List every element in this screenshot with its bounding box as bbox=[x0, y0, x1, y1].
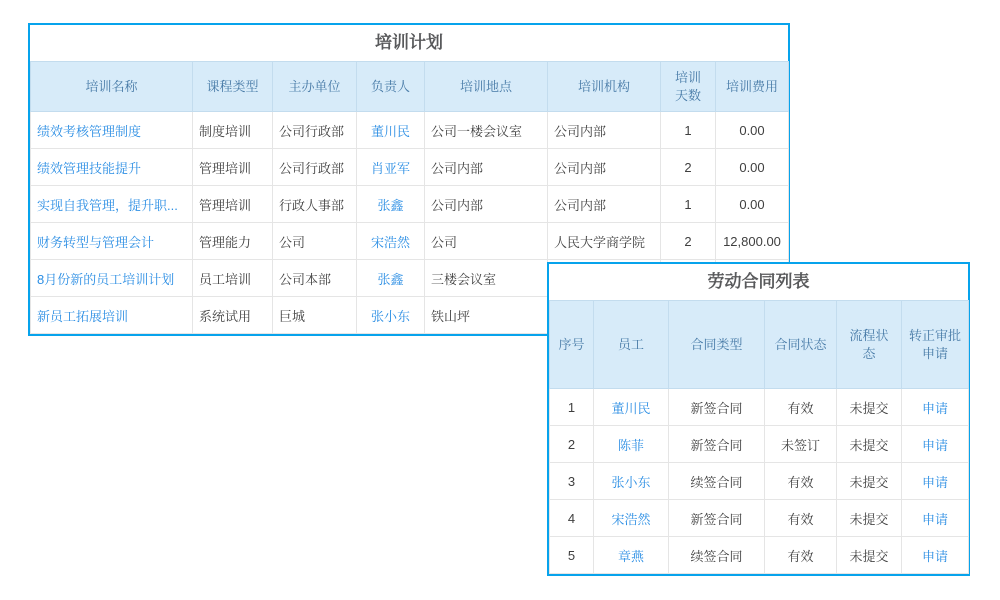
fee-cell: 0.00 bbox=[716, 186, 789, 223]
process-status-cell: 未提交 bbox=[837, 463, 902, 500]
apply-link[interactable]: 申请 bbox=[921, 400, 948, 416]
col-header-days: 培训天数 bbox=[661, 62, 716, 112]
contract-status-cell: 未签订 bbox=[765, 426, 837, 463]
training-name-cell bbox=[31, 112, 193, 149]
training-name-cell bbox=[31, 223, 193, 260]
manager-cell bbox=[357, 186, 425, 223]
manager-link[interactable]: 张鑫 bbox=[377, 197, 404, 213]
contract-row bbox=[550, 426, 969, 463]
course-type-cell: 系统试用 bbox=[193, 297, 273, 334]
index-cell: 5 bbox=[550, 537, 594, 574]
training-name-link[interactable]: 新员工拓展培训 bbox=[37, 308, 129, 324]
apply-cell bbox=[902, 426, 969, 463]
contract-status-cell: 有效 bbox=[765, 389, 837, 426]
employee-link[interactable]: 张小东 bbox=[611, 474, 651, 490]
manager-link[interactable]: 张小东 bbox=[370, 308, 410, 324]
manager-cell bbox=[357, 297, 425, 334]
institution-cell: 公司内部 bbox=[548, 186, 661, 223]
course-type-cell: 管理培训 bbox=[193, 186, 273, 223]
location-cell: 公司内部 bbox=[425, 186, 548, 223]
employee-cell bbox=[594, 463, 669, 500]
contract-header-row bbox=[550, 301, 969, 389]
training-name-link[interactable]: 财务转型与管理会计 bbox=[37, 234, 155, 250]
contract-status-cell: 有效 bbox=[765, 537, 837, 574]
col-header-apply: 转正审批申请 bbox=[902, 301, 969, 389]
col-header-manager: 负责人 bbox=[357, 62, 425, 112]
labor-contract-table bbox=[549, 300, 969, 574]
institution-cell: 公司内部 bbox=[548, 112, 661, 149]
training-name-link[interactable]: 绩效考核管理制度 bbox=[37, 123, 142, 139]
manager-link[interactable]: 肖亚军 bbox=[370, 160, 410, 176]
contract-row bbox=[550, 389, 969, 426]
apply-link[interactable]: 申请 bbox=[921, 511, 948, 527]
contract-type-cell: 新签合同 bbox=[669, 389, 765, 426]
col-header-course-type: 课程类型 bbox=[193, 62, 273, 112]
training-name-cell bbox=[31, 260, 193, 297]
labor-contract-title: 劳动合同列表 bbox=[549, 264, 968, 300]
contract-row bbox=[550, 463, 969, 500]
training-row bbox=[31, 112, 789, 149]
manager-link[interactable]: 张鑫 bbox=[377, 271, 404, 287]
col-header-location: 培训地点 bbox=[425, 62, 548, 112]
employee-cell bbox=[594, 389, 669, 426]
manager-cell bbox=[357, 149, 425, 186]
manager-cell bbox=[357, 223, 425, 260]
organizer-cell: 巨城 bbox=[273, 297, 357, 334]
apply-cell bbox=[902, 463, 969, 500]
index-cell: 1 bbox=[550, 389, 594, 426]
training-name-link[interactable]: 8月份新的员工培训计划 bbox=[37, 271, 175, 287]
col-header-institution: 培训机构 bbox=[548, 62, 661, 112]
col-header-process-status: 流程状态 bbox=[837, 301, 902, 389]
employee-link[interactable]: 陈菲 bbox=[617, 437, 644, 453]
location-cell: 公司一楼会议室 bbox=[425, 112, 548, 149]
col-header-fee: 培训费用 bbox=[716, 62, 789, 112]
location-cell: 三楼会议室 bbox=[425, 260, 548, 297]
contract-status-cell: 有效 bbox=[765, 500, 837, 537]
organizer-cell: 公司本部 bbox=[273, 260, 357, 297]
apply-link[interactable]: 申请 bbox=[921, 474, 948, 490]
location-cell: 公司内部 bbox=[425, 149, 548, 186]
apply-link[interactable]: 申请 bbox=[921, 437, 948, 453]
organizer-cell: 公司行政部 bbox=[273, 112, 357, 149]
manager-cell bbox=[357, 260, 425, 297]
course-type-cell: 制度培训 bbox=[193, 112, 273, 149]
process-status-cell: 未提交 bbox=[837, 537, 902, 574]
training-row bbox=[31, 223, 789, 260]
days-cell: 2 bbox=[661, 223, 716, 260]
contract-status-cell: 有效 bbox=[765, 463, 837, 500]
training-plan-title: 培训计划 bbox=[30, 25, 788, 61]
employee-cell bbox=[594, 500, 669, 537]
employee-link[interactable]: 宋浩然 bbox=[611, 511, 651, 527]
contract-type-cell: 续签合同 bbox=[669, 463, 765, 500]
col-header-contract-type: 合同类型 bbox=[669, 301, 765, 389]
col-header-training-name: 培训名称 bbox=[31, 62, 193, 112]
manager-link[interactable]: 董川民 bbox=[370, 123, 410, 139]
training-header-row bbox=[31, 62, 789, 112]
labor-contract-panel bbox=[547, 262, 970, 576]
employee-cell bbox=[594, 537, 669, 574]
days-cell: 2 bbox=[661, 149, 716, 186]
contract-row bbox=[550, 537, 969, 574]
days-cell: 1 bbox=[661, 112, 716, 149]
index-cell: 2 bbox=[550, 426, 594, 463]
employee-link[interactable]: 章燕 bbox=[617, 548, 644, 564]
apply-cell bbox=[902, 389, 969, 426]
training-name-cell bbox=[31, 149, 193, 186]
apply-cell bbox=[902, 537, 969, 574]
training-name-cell bbox=[31, 186, 193, 223]
fee-cell: 0.00 bbox=[716, 149, 789, 186]
contract-type-cell: 续签合同 bbox=[669, 537, 765, 574]
organizer-cell: 公司 bbox=[273, 223, 357, 260]
location-cell: 公司 bbox=[425, 223, 548, 260]
employee-cell bbox=[594, 426, 669, 463]
apply-cell bbox=[902, 500, 969, 537]
col-header-index: 序号 bbox=[550, 301, 594, 389]
index-cell: 4 bbox=[550, 500, 594, 537]
contract-type-cell: 新签合同 bbox=[669, 426, 765, 463]
organizer-cell: 公司行政部 bbox=[273, 149, 357, 186]
organizer-cell: 行政人事部 bbox=[273, 186, 357, 223]
col-header-employee: 员工 bbox=[594, 301, 669, 389]
days-cell: 1 bbox=[661, 186, 716, 223]
index-cell: 3 bbox=[550, 463, 594, 500]
contract-row bbox=[550, 500, 969, 537]
training-name-link[interactable]: 绩效管理技能提升 bbox=[37, 160, 142, 176]
col-header-organizer: 主办单位 bbox=[273, 62, 357, 112]
course-type-cell: 管理能力 bbox=[193, 223, 273, 260]
course-type-cell: 员工培训 bbox=[193, 260, 273, 297]
institution-cell: 公司内部 bbox=[548, 149, 661, 186]
fee-cell: 0.00 bbox=[716, 112, 789, 149]
apply-link[interactable]: 申请 bbox=[921, 548, 948, 564]
institution-cell: 人民大学商学院 bbox=[548, 223, 661, 260]
training-name-link[interactable]: 实现自我管理，提升职... bbox=[37, 197, 178, 213]
location-cell: 铁山坪 bbox=[425, 297, 548, 334]
training-row bbox=[31, 186, 789, 223]
process-status-cell: 未提交 bbox=[837, 500, 902, 537]
course-type-cell: 管理培训 bbox=[193, 149, 273, 186]
manager-cell bbox=[357, 112, 425, 149]
training-row bbox=[31, 149, 789, 186]
col-header-contract-status: 合同状态 bbox=[765, 301, 837, 389]
training-name-cell bbox=[31, 297, 193, 334]
manager-link[interactable]: 宋浩然 bbox=[370, 234, 410, 250]
process-status-cell: 未提交 bbox=[837, 389, 902, 426]
contract-type-cell: 新签合同 bbox=[669, 500, 765, 537]
employee-link[interactable]: 董川民 bbox=[611, 400, 651, 416]
fee-cell: 12,800.00 bbox=[716, 223, 789, 260]
process-status-cell: 未提交 bbox=[837, 426, 902, 463]
